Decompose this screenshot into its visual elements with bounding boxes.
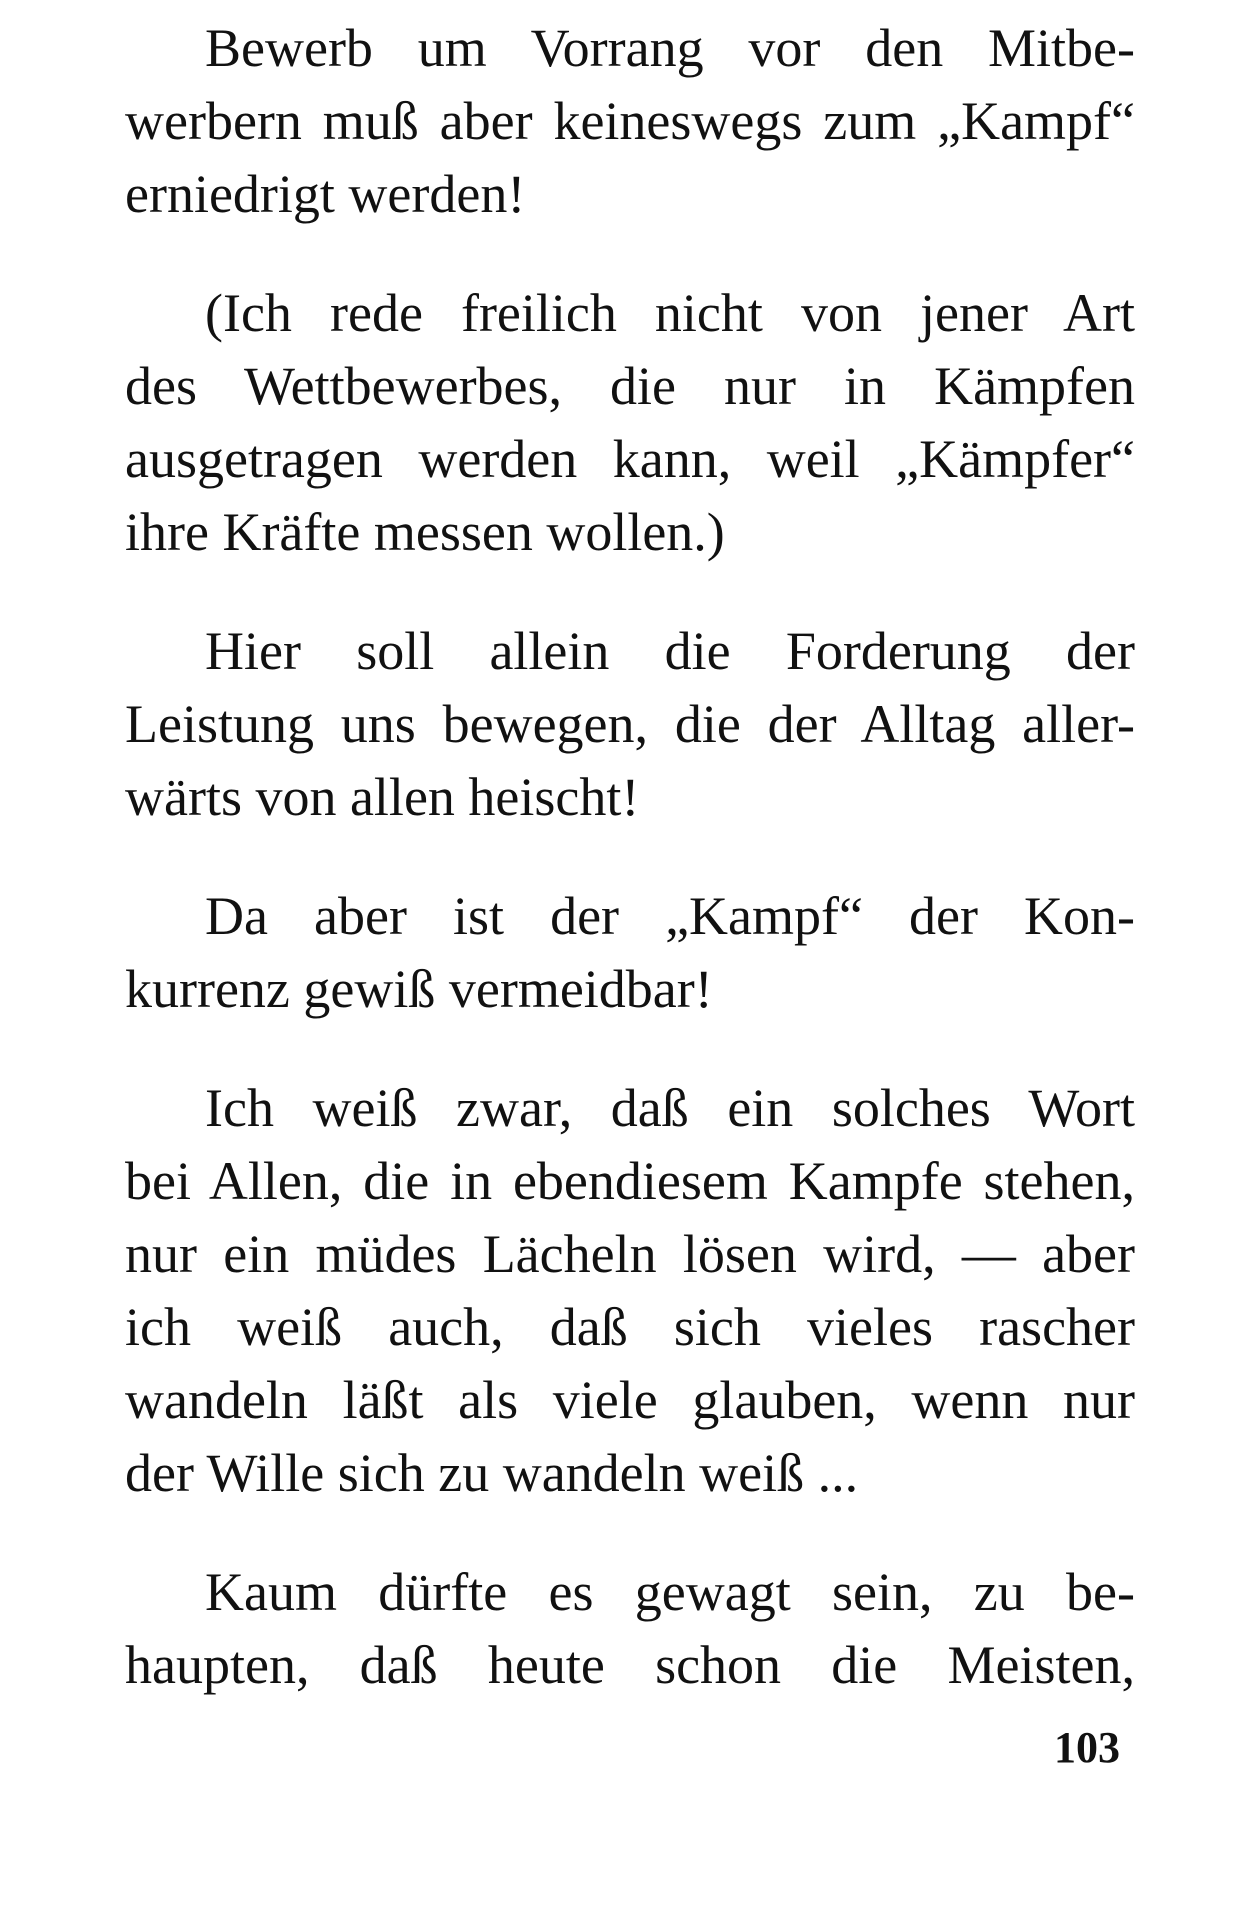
text-line: Kaum dürfte es gewagt sein, zu be- xyxy=(205,1562,1135,1622)
text-line: (Ich rede freilich nicht von jener Art xyxy=(205,283,1135,343)
text-line: des Wettbewerbes, die nur in Kämpfen xyxy=(125,356,1135,416)
paragraph-3 xyxy=(125,615,1135,834)
text-line: Ich weiß zwar, daß ein solches Wort xyxy=(205,1078,1135,1138)
paragraph-6 xyxy=(125,1556,1135,1702)
text-line: ich weiß auch, daß sich vieles rascher xyxy=(125,1297,1135,1357)
text-line: Hier soll allein die Forderung der xyxy=(205,621,1135,681)
text-line: nur ein müdes Lächeln lösen wird, — aber xyxy=(125,1224,1135,1284)
paragraph-5 xyxy=(125,1072,1135,1510)
text-line: erniedrigt werden! xyxy=(125,164,526,224)
text-line: Leistung uns bewegen, die der Alltag aller- xyxy=(125,694,1135,754)
text-line: Da aber ist der „Kampf“ der Kon- xyxy=(205,886,1135,946)
paragraph-2 xyxy=(125,277,1135,569)
text-line: haupten, daß heute schon die Meisten, xyxy=(125,1635,1135,1695)
text-line: werbern muß aber keineswegs zum „Kampf“ xyxy=(125,91,1135,151)
paragraph-4 xyxy=(125,880,1135,1026)
text-line: Bewerb um Vorrang vor den Mitbe- xyxy=(205,18,1135,78)
paragraph-1 xyxy=(125,12,1135,231)
text-line: bei Allen, die in ebendiesem Kampfe stehen, xyxy=(125,1151,1135,1211)
text-line: ausgetragen werden kann, weil „Kämpfer“ xyxy=(125,429,1135,489)
text-line: kurrenz gewiß vermeidbar! xyxy=(125,959,713,1019)
text-line: der Wille sich zu wandeln weiß ... xyxy=(125,1443,859,1503)
text-line: wandeln läßt als viele glauben, wenn nur xyxy=(125,1370,1135,1430)
text-line: wärts von allen heischt! xyxy=(125,767,640,827)
body-text xyxy=(125,12,1135,1748)
page-number: 103 xyxy=(1054,1723,1120,1772)
text-line: ihre Kräfte messen wollen.) xyxy=(125,502,725,562)
